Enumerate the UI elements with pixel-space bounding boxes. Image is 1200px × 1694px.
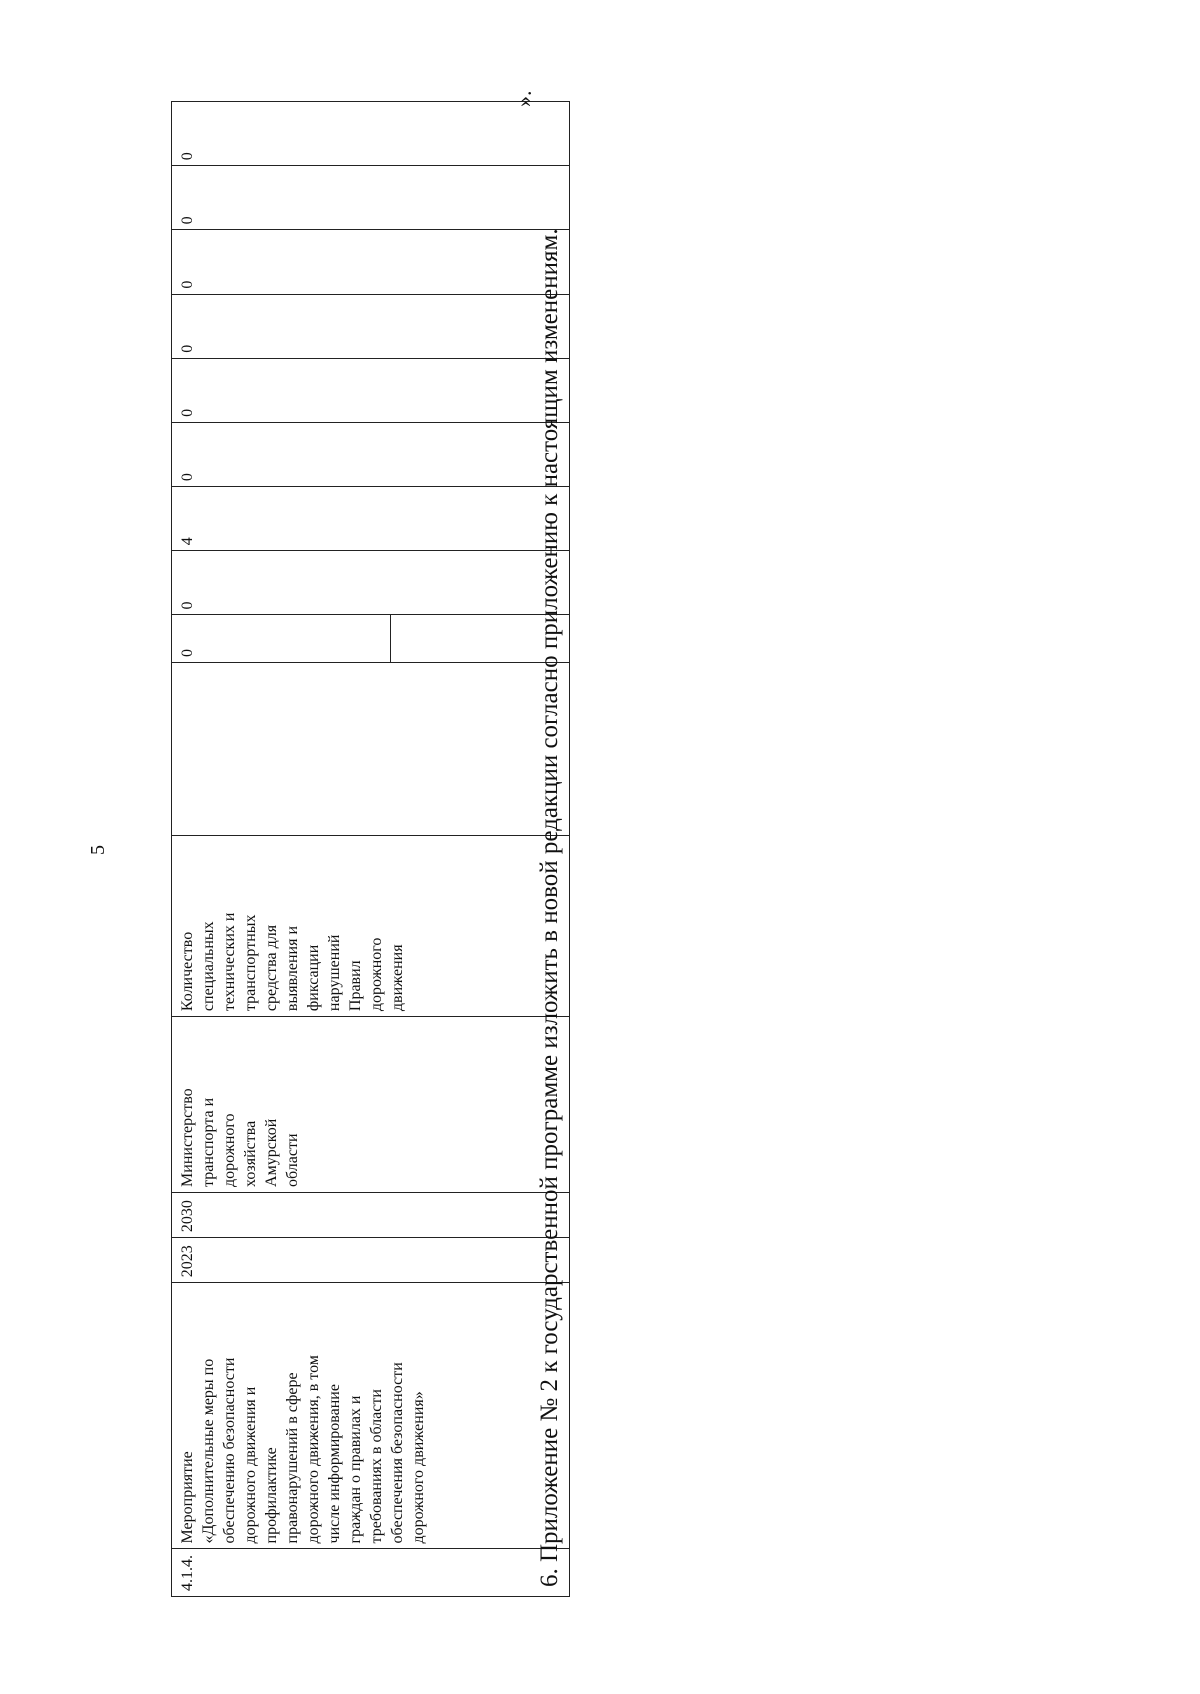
value-2: 4 <box>179 537 196 546</box>
closing-quote: ». <box>511 90 536 107</box>
cell-value-4 <box>172 358 570 422</box>
cell-value-7 <box>172 166 570 230</box>
cell-executor <box>172 1017 570 1193</box>
cell-value-1 <box>172 551 570 615</box>
rotated-content <box>171 90 991 1597</box>
value-3: 0 <box>179 473 196 482</box>
indicator-text: Количество специальных технических и транспортных средства для выявления и фиксации нарушений Правил дорожного движения <box>179 912 406 1012</box>
year-end: 2030 <box>179 1200 196 1233</box>
cell-year-start <box>172 1238 570 1283</box>
executor-text: Министерство транспорта и дорожного хозяйства Амурской области <box>179 1088 301 1187</box>
activity-text: Мероприятие «Дополнительные меры по обеспечению безопасности дорожного движения и профилактике правонарушений в сфере дорожного движения, в том числе информирование граждан о правилах и требованиях в области обеспечения безопасности дорожного движения» <box>179 1355 427 1544</box>
value-0: 0 <box>179 648 196 657</box>
value-1: 0 <box>179 601 196 610</box>
cell-number <box>172 1549 570 1597</box>
value-4: 0 <box>179 408 196 417</box>
cell-value-2 <box>172 487 570 551</box>
value-8: 0 <box>179 152 196 161</box>
cell-year-end <box>172 1192 570 1237</box>
cell-value-0 <box>172 615 391 663</box>
cell-indicator <box>172 836 570 1017</box>
year-start: 2023 <box>179 1245 196 1278</box>
cell-base-value <box>172 662 570 836</box>
program-table <box>171 101 570 1597</box>
table-row <box>172 102 391 1597</box>
cell-value-3 <box>172 422 570 486</box>
cell-value-5 <box>172 294 570 358</box>
value-7: 0 <box>179 216 196 225</box>
cell-activity <box>172 1283 570 1549</box>
value-6: 0 <box>179 280 196 289</box>
cell-value-6 <box>172 230 570 294</box>
value-5: 0 <box>179 344 196 353</box>
footnote-paragraph: 6. Приложение № 2 к государственной программе изложить в новой редакции согласно приложению к настоящим изменениям. <box>536 228 563 1587</box>
page-number: 5 <box>87 845 109 855</box>
cell-value-8 <box>172 102 570 166</box>
row-number: 4.1.4. <box>179 1555 196 1591</box>
